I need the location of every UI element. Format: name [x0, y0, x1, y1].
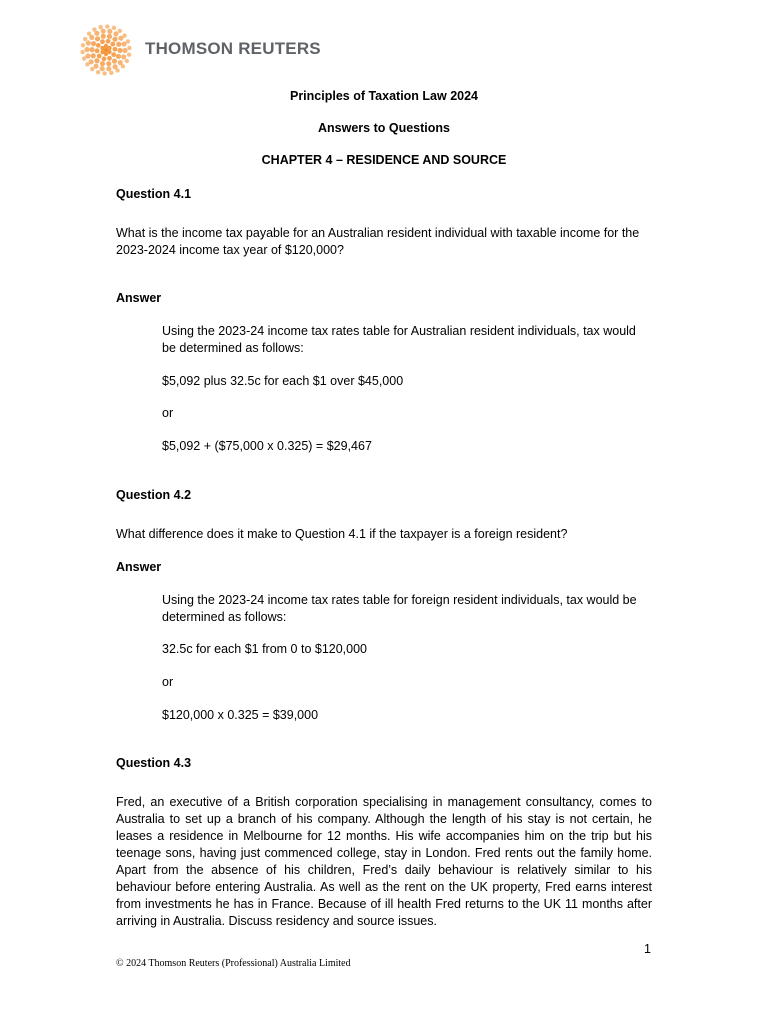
chapter-heading: CHAPTER 4 – RESIDENCE AND SOURCE — [261, 153, 507, 167]
question-4-2-text: What difference does it make to Question 4.1 if the taxpayer is a foreign resident? — [116, 527, 568, 541]
logo-dot-circle-icon — [79, 24, 137, 76]
answer-4-2-line2: $120,000 x 0.325 = $39,000 — [162, 708, 319, 722]
page-number: 1 — [644, 942, 651, 956]
logo-text: THOMSON REUTERS — [145, 39, 321, 58]
question-4-3-text: Fred, an executive of a British corporation specialising in management consultancy, comes to Australia to set up a branch of his company. Although the length of his stay is not certain, he leases a residence in Melbourne for 12 months. His wife accompanies him on the trip but his teenage sons, having just commenced college, stay in London. Fred rents out the family home. Apart from the absence of his children, Fred’s daily behaviour is relatively similar to his behaviour before entering Australia. As well as the rent on the UK property, Fred earns interest from investments he has in France. Because of ill health Fred returns to the UK 11 months after arriving in Australia. Discuss residency and source issues. — [116, 795, 652, 928]
answer-4-1-line2: $5,092 + ($75,000 x 0.325) = $29,467 — [162, 439, 372, 453]
answer-4-1-line1: $5,092 plus 32.5c for each $1 over $45,000 — [162, 374, 404, 388]
answer-4-1-or: or — [162, 406, 174, 420]
copyright-footer: © 2024 Thomson Reuters (Professional) Australia Limited — [116, 958, 351, 969]
answer-4-2-heading: Answer — [116, 560, 162, 574]
answer-4-2-line1: 32.5c for each $1 from 0 to $120,000 — [162, 642, 367, 656]
answer-4-2-intro: Using the 2023-24 income tax rates table for foreign resident individuals, tax would be determined as follows: — [162, 593, 637, 624]
answer-4-1-heading: Answer — [116, 291, 162, 305]
question-4-2-heading: Question 4.2 — [116, 488, 192, 502]
document-title: Principles of Taxation Law 2024 — [289, 89, 479, 103]
thomson-reuters-logo — [79, 24, 319, 76]
answer-4-1-intro: Using the 2023-24 income tax rates table for Australian resident individuals, tax would be determined as follows: — [162, 324, 636, 355]
answer-4-2-or: or — [162, 675, 174, 689]
question-4-1-text: What is the income tax payable for an Australian resident individual with taxable income for the 2023-2024 income tax year of $120,000? — [116, 226, 640, 257]
document-subtitle: Answers to Questions — [318, 121, 450, 135]
question-4-1-heading: Question 4.1 — [116, 187, 192, 201]
question-4-3-heading: Question 4.3 — [116, 756, 192, 770]
